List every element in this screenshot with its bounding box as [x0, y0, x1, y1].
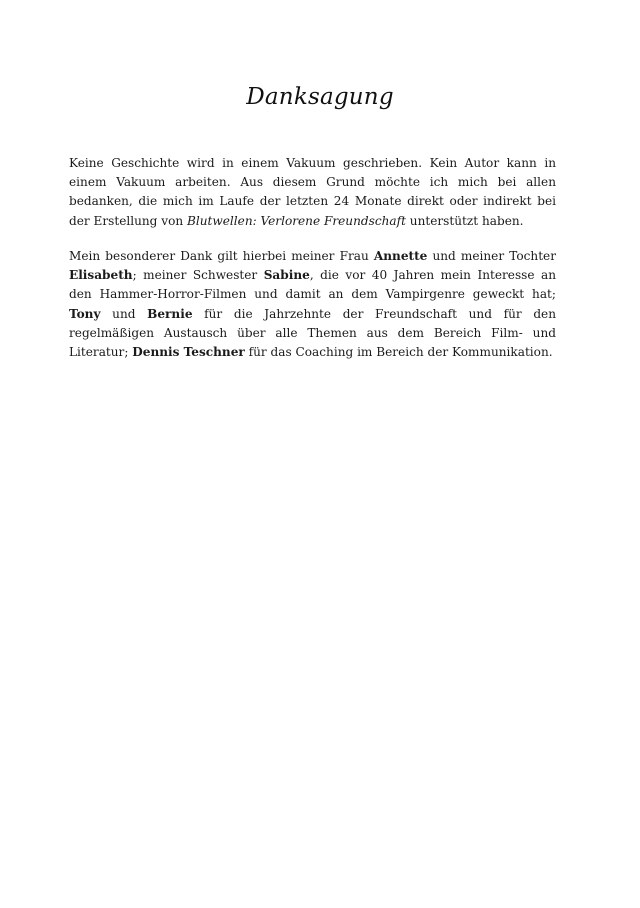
name-annette: Annette [373, 249, 428, 263]
name-bernie: Bernie [147, 306, 193, 321]
thanks-text: ; meiner Schwester [132, 268, 264, 283]
page-title: Danksagung [246, 84, 394, 110]
name-dennis-teschner: Dennis Teschner [132, 345, 245, 360]
paragraph-thanks [69, 247, 556, 362]
paragraph-intro [69, 154, 556, 231]
thanks-text: und meiner Tochter [427, 249, 556, 263]
thanks-text: und [100, 306, 148, 321]
name-tony: Tony [69, 306, 101, 321]
intro-text: Keine Geschichte wird in einem Vakuum geschrieben. Kein Autor kann in einem Vakuum arbeiten. Aus diesem Grund möchte ich mich bei allen bedanken, die mich im Laufe der letzten 24 Monate direkt oder indirekt bei der Erstellung von [69, 156, 556, 228]
thanks-text: für das Coaching im Bereich der Kommunikation. [244, 345, 553, 360]
intro-text-end: unterstützt haben. [405, 213, 524, 228]
name-elisabeth: Elisabeth [69, 268, 133, 283]
thanks-text: für die Jahrzehnte der Freundschaft und für den regelmäßigen Austausch über alle Themen aus dem Bereich Film- und Literatur; [69, 306, 557, 360]
book-title: Blutwellen: Verlorene Freundschaft [187, 213, 406, 228]
thanks-text: Mein besonderer Dank gilt hierbei meiner Frau [69, 249, 374, 263]
name-sabine: Sabine [263, 268, 310, 283]
thanks-text: , die vor 40 Jahren mein Interesse an den Hammer-Horror-Filmen und damit an dem Vampirgenre geweckt hat; [69, 268, 557, 302]
